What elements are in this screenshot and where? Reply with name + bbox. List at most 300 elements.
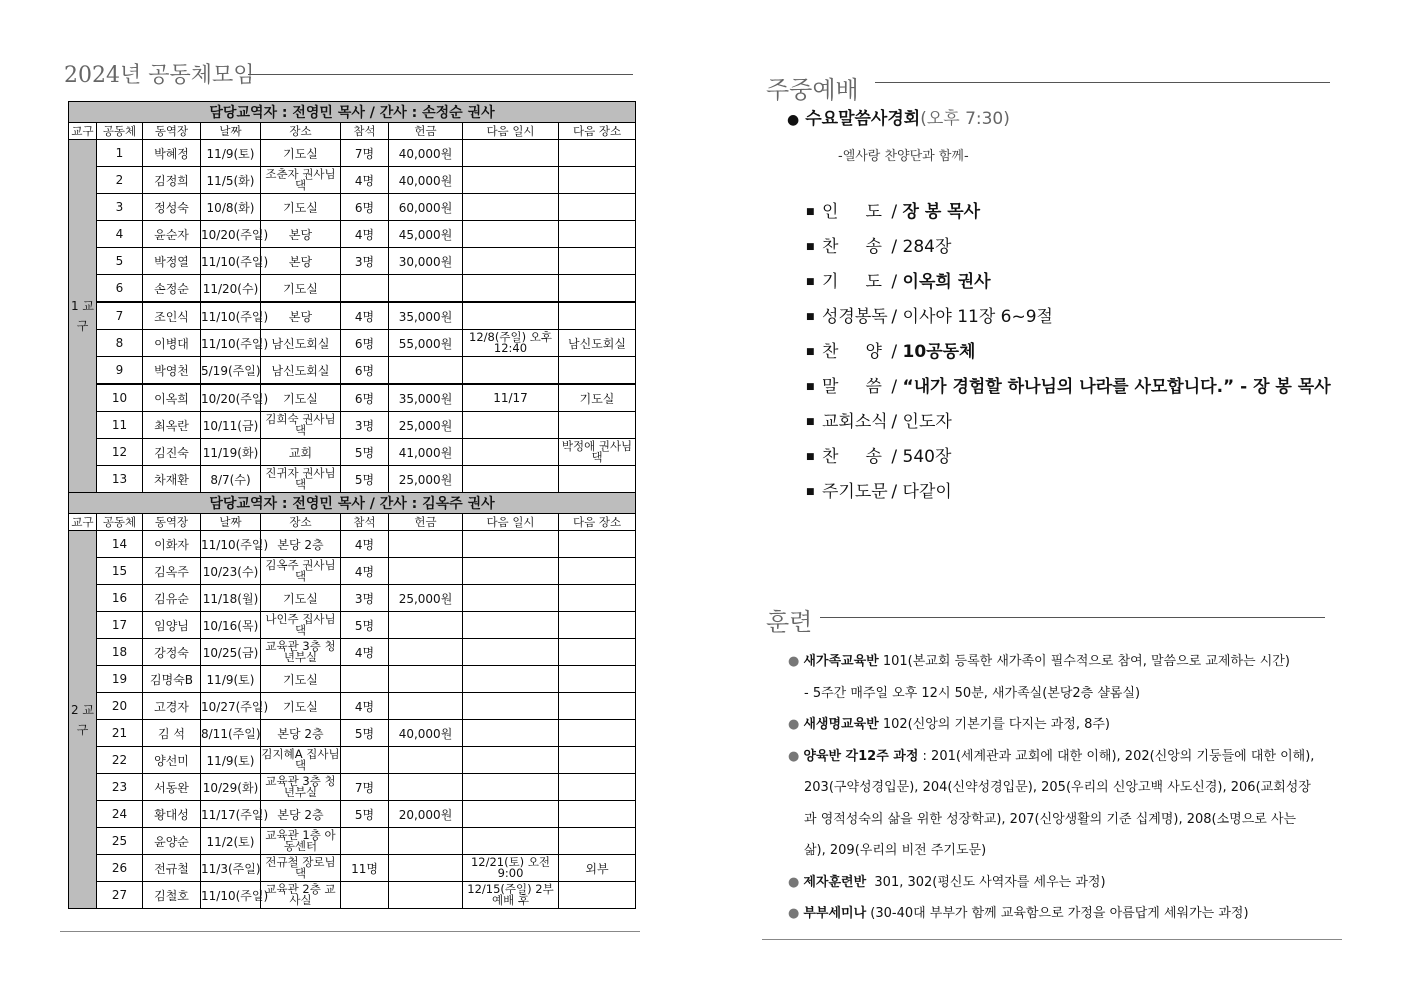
cell-place: 조춘자 권사님 댁 xyxy=(261,167,341,194)
cell-date: 10/25(금) xyxy=(201,639,261,666)
bullet-icon: ● xyxy=(787,112,800,128)
bullet-icon: ● xyxy=(788,874,800,890)
cell-no: 9 xyxy=(97,357,143,385)
cell-leader: 김정희 xyxy=(143,167,201,194)
table-row xyxy=(69,357,636,385)
cell-no: 3 xyxy=(97,194,143,221)
cell-next-date xyxy=(463,693,559,720)
order-value: 10공동체 xyxy=(902,342,976,362)
cell-leader: 고경자 xyxy=(143,693,201,720)
cell-offering xyxy=(389,693,463,720)
table-row xyxy=(69,167,636,194)
worship-section-title: 주중예배 xyxy=(766,76,859,104)
title-divider xyxy=(248,74,633,75)
cell-place: 기도실 xyxy=(261,140,341,167)
cell-att xyxy=(341,882,389,909)
cell-place: 기도실 xyxy=(261,275,341,303)
order-value: 인도자 xyxy=(902,412,952,432)
cell-leader: 박혜정 xyxy=(143,140,201,167)
cell-att xyxy=(341,747,389,774)
cell-offering: 41,000원 xyxy=(389,439,463,466)
table-row xyxy=(69,221,636,248)
training-text: (30-40대 부부가 함께 교육함으로 가정을 아름답게 세워가는 과정) xyxy=(866,906,1249,921)
cell-date: 5/19(주일) xyxy=(201,357,261,385)
cell-offering xyxy=(389,855,463,882)
cell-no: 24 xyxy=(97,801,143,828)
cell-next-place xyxy=(559,275,636,303)
cell-offering: 40,000원 xyxy=(389,140,463,167)
cell-place: 교육관 3층 청년부실 xyxy=(261,774,341,801)
worship-order-item xyxy=(806,442,1331,477)
training-line xyxy=(788,839,1328,871)
cell-offering xyxy=(389,747,463,774)
cell-date: 10/27(주일) xyxy=(201,693,261,720)
table-row xyxy=(69,140,636,167)
worship-time: (오후 7:30) xyxy=(920,109,1010,129)
cell-next-place xyxy=(559,774,636,801)
training-text: 과 영적성숙의 삶을 위한 성장학교), 207(신앙생활의 기준 십계명), 208(소명으로 사는 xyxy=(804,811,1297,827)
training-text: 102(신앙의 기본기를 다지는 과정, 8주) xyxy=(878,717,1110,732)
cell-next-place xyxy=(559,612,636,639)
column-header: 교구 xyxy=(69,514,97,531)
cell-next-place xyxy=(559,531,636,558)
cell-place: 교육관 2층 교사실 xyxy=(261,882,341,909)
column-header: 장소 xyxy=(261,123,341,140)
order-label: 찬 양 xyxy=(822,342,882,362)
square-bullet-icon: ■ xyxy=(806,382,815,392)
cell-date: 8/7(수) xyxy=(201,466,261,493)
worship-heading xyxy=(787,104,1010,129)
cell-att: 7명 xyxy=(341,140,389,167)
cell-next-place xyxy=(559,466,636,493)
cell-date: 10/11(금) xyxy=(201,412,261,439)
page-title-left: 2024년 공동체모임 xyxy=(64,63,255,88)
cell-next-date xyxy=(463,720,559,747)
cell-date: 11/2(토) xyxy=(201,828,261,855)
column-header: 교구 xyxy=(69,123,97,140)
cell-date: 8/11(주일) xyxy=(201,720,261,747)
order-value: 다같이 xyxy=(902,482,952,502)
cell-offering: 40,000원 xyxy=(389,720,463,747)
cell-offering: 25,000원 xyxy=(389,466,463,493)
cell-no: 16 xyxy=(97,585,143,612)
cell-next-date: 12/21(토) 오전 9:00 xyxy=(463,855,559,882)
cell-leader: 차재환 xyxy=(143,466,201,493)
cell-att: 5명 xyxy=(341,439,389,466)
cell-att xyxy=(341,666,389,693)
cell-offering: 25,000원 xyxy=(389,585,463,612)
cell-no: 5 xyxy=(97,248,143,275)
cell-place: 나인주 집사님 댁 xyxy=(261,612,341,639)
cell-date: 11/10(주일) xyxy=(201,882,261,909)
training-name: 새가족교육반 xyxy=(803,654,879,669)
community-meeting-table xyxy=(68,101,636,909)
order-label: 인 도 xyxy=(822,202,882,222)
cell-offering: 25,000원 xyxy=(389,412,463,439)
cell-leader: 이병대 xyxy=(143,330,201,357)
cell-next-place xyxy=(559,194,636,221)
cell-next-date xyxy=(463,558,559,585)
order-label: 찬 송 xyxy=(822,237,882,257)
worship-order-item xyxy=(806,477,1331,512)
table-row xyxy=(69,747,636,774)
worship-title: 수요말씀사경회 xyxy=(805,109,921,129)
table-row xyxy=(69,275,636,303)
cell-leader: 이화자 xyxy=(143,531,201,558)
cell-next-date xyxy=(463,412,559,439)
cell-next-place: 외부 xyxy=(559,855,636,882)
cell-no: 1 xyxy=(97,140,143,167)
training-name: 제자훈련반 xyxy=(803,874,867,890)
cell-no: 6 xyxy=(97,275,143,303)
cell-date: 10/20(주일) xyxy=(201,384,261,412)
cell-att: 7명 xyxy=(341,774,389,801)
cell-date: 11/10(주일) xyxy=(201,248,261,275)
order-label: 성경봉독 xyxy=(822,307,888,327)
district-label: 1 교 구 xyxy=(69,140,97,493)
cell-date: 10/8(화) xyxy=(201,194,261,221)
cell-next-date xyxy=(463,828,559,855)
separator: / xyxy=(886,412,903,432)
cell-next-date xyxy=(463,221,559,248)
cell-att: 5명 xyxy=(341,466,389,493)
worship-order-list xyxy=(806,197,1331,512)
training-line xyxy=(788,682,1328,714)
order-value: 284장 xyxy=(902,237,952,257)
training-divider xyxy=(820,617,1325,618)
cell-att: 11명 xyxy=(341,855,389,882)
training-line xyxy=(788,713,1328,745)
column-header: 다음 장소 xyxy=(559,123,636,140)
worship-order-item xyxy=(806,337,1331,372)
cell-no: 8 xyxy=(97,330,143,357)
worship-subtitle: -엘사랑 찬양단과 함께- xyxy=(838,149,969,164)
cell-next-place xyxy=(559,302,636,330)
table-row xyxy=(69,693,636,720)
cell-att: 3명 xyxy=(341,412,389,439)
separator: / xyxy=(886,342,903,362)
cell-no: 25 xyxy=(97,828,143,855)
cell-place: 김지혜A 집사님 댁 xyxy=(261,747,340,772)
square-bullet-icon: ■ xyxy=(806,207,815,217)
cell-next-place xyxy=(559,693,636,720)
cell-no: 11 xyxy=(97,412,143,439)
cell-leader: 윤양순 xyxy=(143,828,201,855)
separator: / xyxy=(886,272,903,292)
cell-next-date xyxy=(463,774,559,801)
cell-next-date xyxy=(463,357,559,385)
table-row xyxy=(69,531,636,558)
column-header: 헌금 xyxy=(389,514,463,531)
cell-date: 11/5(화) xyxy=(201,167,261,194)
order-value: 이사야 11장 6~9절 xyxy=(902,307,1053,327)
column-header: 장소 xyxy=(261,514,341,531)
cell-leader: 김철호 xyxy=(143,882,201,909)
column-header: 날짜 xyxy=(201,514,261,531)
bottom-divider-left xyxy=(60,931,640,932)
cell-no: 18 xyxy=(97,639,143,666)
cell-place: 본당 xyxy=(261,302,341,330)
training-line xyxy=(788,902,1328,934)
order-value: 540장 xyxy=(902,447,952,467)
cell-leader: 김명숙B xyxy=(143,666,201,693)
training-name: 부부세미나 xyxy=(803,906,867,921)
cell-leader: 전규철 xyxy=(143,855,201,882)
worship-order-item xyxy=(806,372,1331,407)
cell-no: 7 xyxy=(97,302,143,330)
cell-offering xyxy=(389,828,463,855)
table-row xyxy=(69,855,636,882)
worship-order-item xyxy=(806,302,1331,337)
cell-next-place: 기도실 xyxy=(559,384,636,412)
cell-next-place xyxy=(559,828,636,855)
cell-place: 남신도회실 xyxy=(261,330,341,357)
cell-no: 26 xyxy=(97,855,143,882)
cell-place: 교회 xyxy=(261,439,341,466)
cell-att: 6명 xyxy=(341,357,389,385)
cell-leader: 조인식 xyxy=(143,302,201,330)
cell-next-date: 12/8(주일) 오후 12:40 xyxy=(463,330,559,357)
cell-no: 14 xyxy=(97,531,143,558)
worship-order-item xyxy=(806,267,1331,302)
worship-order-item xyxy=(806,407,1331,442)
table-row xyxy=(69,558,636,585)
cell-next-place xyxy=(559,585,636,612)
cell-no: 20 xyxy=(97,693,143,720)
column-header: 다음 일시 xyxy=(463,123,559,140)
cell-place: 본당 xyxy=(261,248,341,275)
cell-leader: 양선미 xyxy=(143,747,201,774)
training-section-title: 훈련 xyxy=(766,608,813,636)
cell-next-date xyxy=(463,801,559,828)
square-bullet-icon: ■ xyxy=(806,417,815,427)
cell-place: 기도실 xyxy=(261,384,341,412)
cell-place: 김희숙 권사님 댁 xyxy=(261,412,341,439)
cell-leader: 임양님 xyxy=(143,612,201,639)
table-row xyxy=(69,585,636,612)
cell-offering xyxy=(389,774,463,801)
order-value: 장 봉 목사 xyxy=(902,202,981,222)
separator: / xyxy=(886,482,903,502)
cell-place: 교육관 3층 청년부실 xyxy=(261,639,341,666)
cell-offering: 45,000원 xyxy=(389,221,463,248)
cell-place: 본당 xyxy=(261,221,341,248)
cell-next-date xyxy=(463,466,559,493)
cell-no: 13 xyxy=(97,466,143,493)
column-header: 다음 장소 xyxy=(559,514,636,531)
cell-leader: 박정열 xyxy=(143,248,201,275)
training-text: 203(구약성경입문), 204(신약성경입문), 205(우리의 신앙고백 사도신경), 206(교회성장 xyxy=(804,780,1311,795)
separator: / xyxy=(886,447,903,467)
square-bullet-icon: ■ xyxy=(806,487,815,497)
cell-no: 17 xyxy=(97,612,143,639)
cell-next-place xyxy=(559,357,636,385)
cell-next-place xyxy=(559,167,636,194)
group-header xyxy=(69,493,636,514)
cell-next-place xyxy=(559,666,636,693)
table-row xyxy=(69,720,636,747)
order-label: 주기도문 xyxy=(822,482,888,502)
column-header: 참석 xyxy=(341,123,389,140)
cell-leader: 이옥희 xyxy=(143,384,201,412)
cell-date: 11/19(화) xyxy=(201,439,261,466)
column-header: 헌금 xyxy=(389,123,463,140)
cell-next-date xyxy=(463,275,559,303)
cell-next-date xyxy=(463,639,559,666)
table-row xyxy=(69,612,636,639)
cell-next-place: 남신도회실 xyxy=(559,330,636,357)
column-header: 다음 일시 xyxy=(463,514,559,531)
table-row xyxy=(69,801,636,828)
column-header: 동역장 xyxy=(143,514,201,531)
order-label: 말 씀 xyxy=(822,377,882,397)
table-row xyxy=(69,194,636,221)
cell-att: 4명 xyxy=(341,302,389,330)
cell-offering: 40,000원 xyxy=(389,167,463,194)
cell-next-place xyxy=(559,221,636,248)
cell-offering: 30,000원 xyxy=(389,248,463,275)
training-text: : 201(세계관과 교회에 대한 이해), 202(신앙의 기둥들에 대한 이해), xyxy=(918,748,1315,764)
cell-place: 기도실 xyxy=(261,194,341,221)
cell-next-date: 12/15(주일) 2부예배 후 xyxy=(463,882,559,909)
cell-att: 4명 xyxy=(341,639,389,666)
cell-no: 22 xyxy=(97,747,143,774)
group-header-text: 담당교역자 : 전영민 목사 / 간사 : 김옥주 권사 xyxy=(69,493,636,514)
column-header-row xyxy=(69,514,636,531)
cell-no: 27 xyxy=(97,882,143,909)
cell-att: 5명 xyxy=(341,612,389,639)
column-header-row xyxy=(69,123,636,140)
cell-date: 10/23(수) xyxy=(201,558,261,585)
group-header xyxy=(69,102,636,123)
cell-date: 10/20(주일) xyxy=(201,221,261,248)
group-header-text: 담당교역자 : 전영민 목사 / 간사 : 손정순 권사 xyxy=(69,102,636,123)
cell-date: 11/20(수) xyxy=(201,275,261,303)
square-bullet-icon: ■ xyxy=(806,277,815,287)
cell-next-date: 11/17 xyxy=(463,384,559,412)
table-row xyxy=(69,248,636,275)
cell-no: 21 xyxy=(97,720,143,747)
column-header: 참석 xyxy=(341,514,389,531)
bullet-icon: ● xyxy=(788,654,800,669)
cell-place: 기도실 xyxy=(261,585,341,612)
table-row xyxy=(69,330,636,357)
table-row xyxy=(69,666,636,693)
cell-att: 4명 xyxy=(341,167,389,194)
table-row xyxy=(69,302,636,330)
separator: / xyxy=(886,377,903,397)
square-bullet-icon: ■ xyxy=(806,452,815,462)
cell-leader: 손정순 xyxy=(143,275,201,303)
order-value: 이옥희 권사 xyxy=(902,272,991,292)
cell-no: 12 xyxy=(97,439,143,466)
separator: / xyxy=(886,307,903,327)
cell-next-place xyxy=(559,639,636,666)
cell-next-date xyxy=(463,531,559,558)
cell-place: 김옥주 권사님 댁 xyxy=(261,558,341,585)
cell-leader: 윤순자 xyxy=(143,221,201,248)
training-text: 101(본교회 등록한 새가족이 필수적으로 참여, 말씀으로 교제하는 시간) xyxy=(878,654,1290,669)
table-row xyxy=(69,384,636,412)
table-row xyxy=(69,774,636,801)
square-bullet-icon: ■ xyxy=(806,242,815,252)
table-row xyxy=(69,466,636,493)
training-text: 301, 302(평신도 사역자를 세우는 과정) xyxy=(866,874,1106,890)
cell-next-place xyxy=(559,140,636,167)
table-row xyxy=(69,439,636,466)
table-row xyxy=(69,828,636,855)
cell-att: 6명 xyxy=(341,384,389,412)
square-bullet-icon: ■ xyxy=(806,312,815,322)
cell-date: 11/17(주일) xyxy=(201,801,261,828)
bullet-icon: ● xyxy=(788,748,800,764)
bullet-icon: ● xyxy=(788,717,800,732)
training-name: 새생명교육반 xyxy=(803,717,879,732)
cell-offering: 55,000원 xyxy=(389,330,463,357)
cell-leader: 김진숙 xyxy=(143,439,201,466)
cell-no: 19 xyxy=(97,666,143,693)
cell-next-date xyxy=(463,585,559,612)
cell-date: 10/16(목) xyxy=(201,612,261,639)
cell-place: 기도실 xyxy=(261,666,341,693)
cell-place: 본당 2층 xyxy=(261,801,341,828)
cell-next-date xyxy=(463,140,559,167)
cell-leader: 최옥란 xyxy=(143,412,201,439)
cell-att xyxy=(341,275,389,303)
table-row xyxy=(69,639,636,666)
cell-next-place xyxy=(559,248,636,275)
cell-next-place xyxy=(559,801,636,828)
cell-offering: 20,000원 xyxy=(389,801,463,828)
worship-order-item xyxy=(806,197,1331,232)
training-line xyxy=(788,871,1328,903)
cell-att: 5명 xyxy=(341,720,389,747)
cell-next-place xyxy=(559,558,636,585)
cell-att: 4명 xyxy=(341,693,389,720)
bottom-divider-right xyxy=(762,939,1342,940)
cell-next-date xyxy=(463,302,559,330)
cell-place: 본당 2층 xyxy=(261,720,341,747)
cell-date: 11/18(월) xyxy=(201,585,261,612)
cell-date: 11/9(토) xyxy=(201,666,261,693)
district-label: 2 교 구 xyxy=(69,531,97,909)
cell-offering xyxy=(389,882,463,909)
cell-att: 4명 xyxy=(341,558,389,585)
table-row xyxy=(69,882,636,909)
training-line xyxy=(788,776,1328,808)
cell-date: 11/10(주일) xyxy=(201,330,261,357)
cell-next-date xyxy=(463,167,559,194)
cell-no: 4 xyxy=(97,221,143,248)
cell-place: 교육관 1층 아동센터 xyxy=(261,828,341,855)
cell-date: 11/10(주일) xyxy=(201,531,261,558)
cell-att: 6명 xyxy=(341,194,389,221)
order-label: 교회소식 xyxy=(822,412,888,432)
cell-leader: 서동완 xyxy=(143,774,201,801)
cell-place: 기도실 xyxy=(261,693,341,720)
separator: / xyxy=(886,237,903,257)
cell-place: 남신도회실 xyxy=(261,357,341,385)
order-value: “내가 경험할 하나님의 나라를 사모합니다.” - 장 봉 목사 xyxy=(902,377,1331,397)
cell-att xyxy=(341,828,389,855)
training-line xyxy=(788,808,1328,840)
cell-next-date xyxy=(463,439,559,466)
training-name: 양육반 각12주 과정 xyxy=(803,748,919,764)
cell-next-place xyxy=(559,882,636,909)
cell-place: 본당 2층 xyxy=(261,531,341,558)
cell-offering xyxy=(389,275,463,303)
worship-order-item xyxy=(806,232,1331,267)
